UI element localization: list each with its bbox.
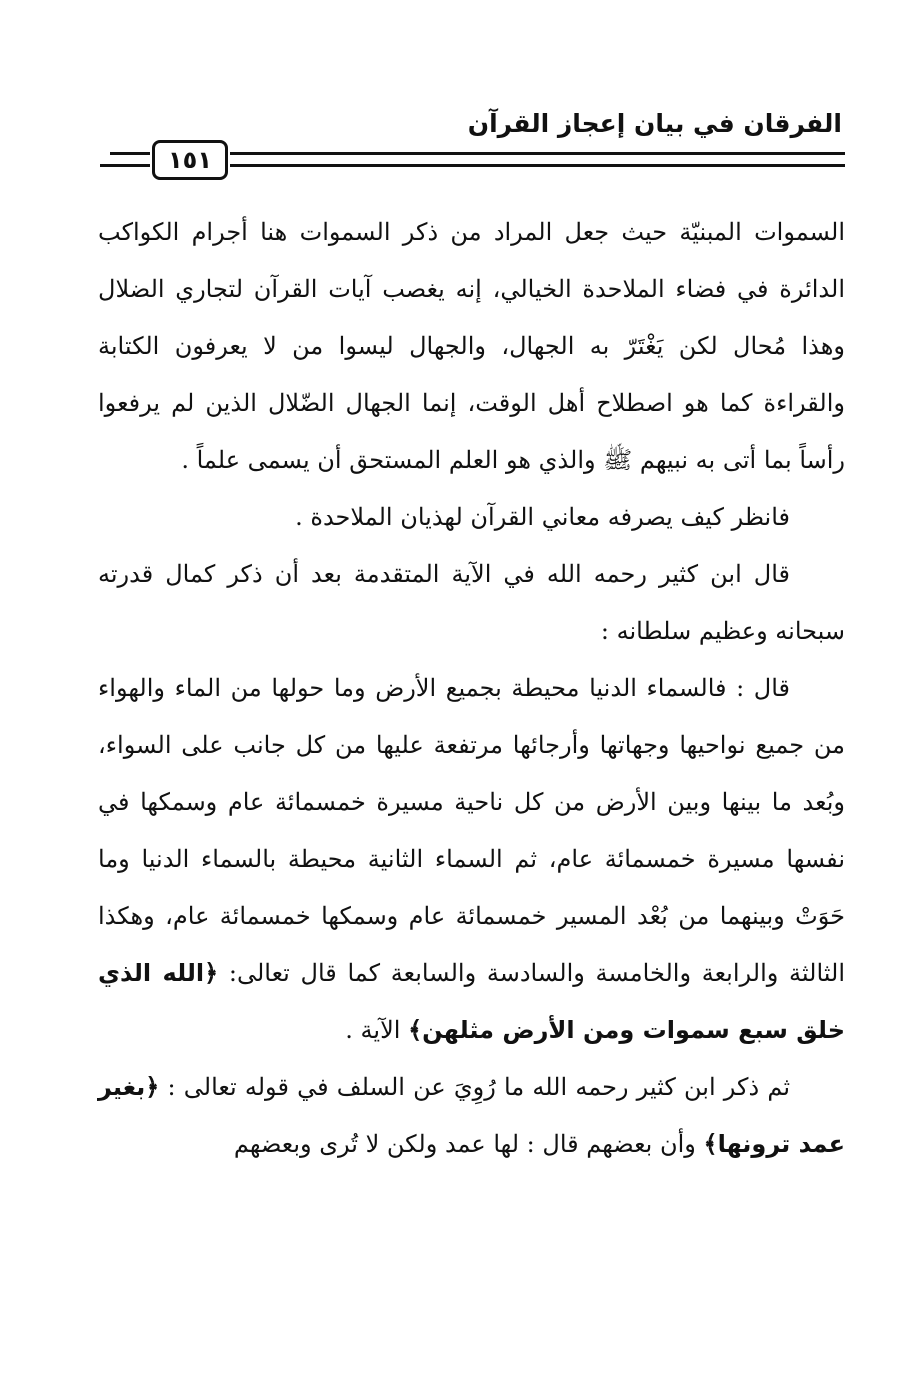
rule-line xyxy=(100,164,150,167)
paragraph-text: وأن بعضهم قال : لها عمد ولكن لا تُرى وبعضهم xyxy=(233,1130,704,1158)
paragraph xyxy=(98,660,845,1059)
rule-line xyxy=(230,164,845,167)
paragraph xyxy=(98,204,845,489)
paragraph-text: قال ابن كثير رحمه الله في الآية المتقدمة بعد أن ذكر كمال قدرته سبحانه وعظيم سلطانه : xyxy=(98,560,845,645)
rule-line xyxy=(230,152,845,155)
header-rule xyxy=(100,140,845,186)
page-number-frame xyxy=(152,140,228,180)
paragraph-text: الآية . xyxy=(345,1016,409,1044)
paragraph-text: ثم ذكر ابن كثير رحمه الله ما رُوِيَ عن السلف في قوله تعالى : xyxy=(159,1073,790,1101)
running-title: الفرقان في بيان إعجاز القرآن xyxy=(467,109,842,138)
paragraph-text: السموات المبنيّة حيث جعل المراد من ذكر السموات هنا أجرام الكواكب الدائرة في فضاء الملاحدة الخيالي، إنه يغصب آيات القرآن لتجاري الضلال وهذا مُحال لكن يَغْتَرّ به الجهال، والجهال ليسوا من لا يعرفون الكتابة والقراءة كما هو اصطلاح أهل الوقت، إنما الجهال الضّلال الذين لم يرفعوا رأساً بما أتى به نبيهم ﷺ والذي هو العلم المستحق أن يسمى علماً . xyxy=(98,218,845,474)
paragraph xyxy=(98,1059,845,1173)
paragraph-text: قال : فالسماء الدنيا محيطة بجميع الأرض وما حولها من الماء والهواء من جميع نواحيها وجهاتها وأرجائها مرتفعة عليها من كل جانب على السواء، وبُعد ما بينها وبين الأرض من كل ناحية مسيرة خمسمائة عام وسمكها في نفسها مسيرة خمسمائة عام، ثم السماء الثانية محيطة بالسماء الدنيا وما حَوَتْ وبينهما من بُعْد المسير خمسمائة عام وسمكها خمسمائة عام، وهكذا الثالثة والرابعة والخامسة والسادسة والسابعة كما قال تعالى: xyxy=(98,674,846,987)
body-text xyxy=(98,204,845,1173)
quran-verse: ﴿بغير عمد ترونها﴾ xyxy=(98,1073,845,1158)
paragraph-text: فانظر كيف يصرفه معاني القرآن لهذيان الملاحدة . xyxy=(295,503,790,531)
page-number: ١٥١ xyxy=(168,146,212,174)
rule-line xyxy=(110,152,150,155)
quran-verse: ﴿الله الذي خلق سبع سموات ومن الأرض مثلهن﴾ xyxy=(98,959,845,1044)
paragraph xyxy=(98,489,845,546)
paragraph xyxy=(98,546,845,660)
